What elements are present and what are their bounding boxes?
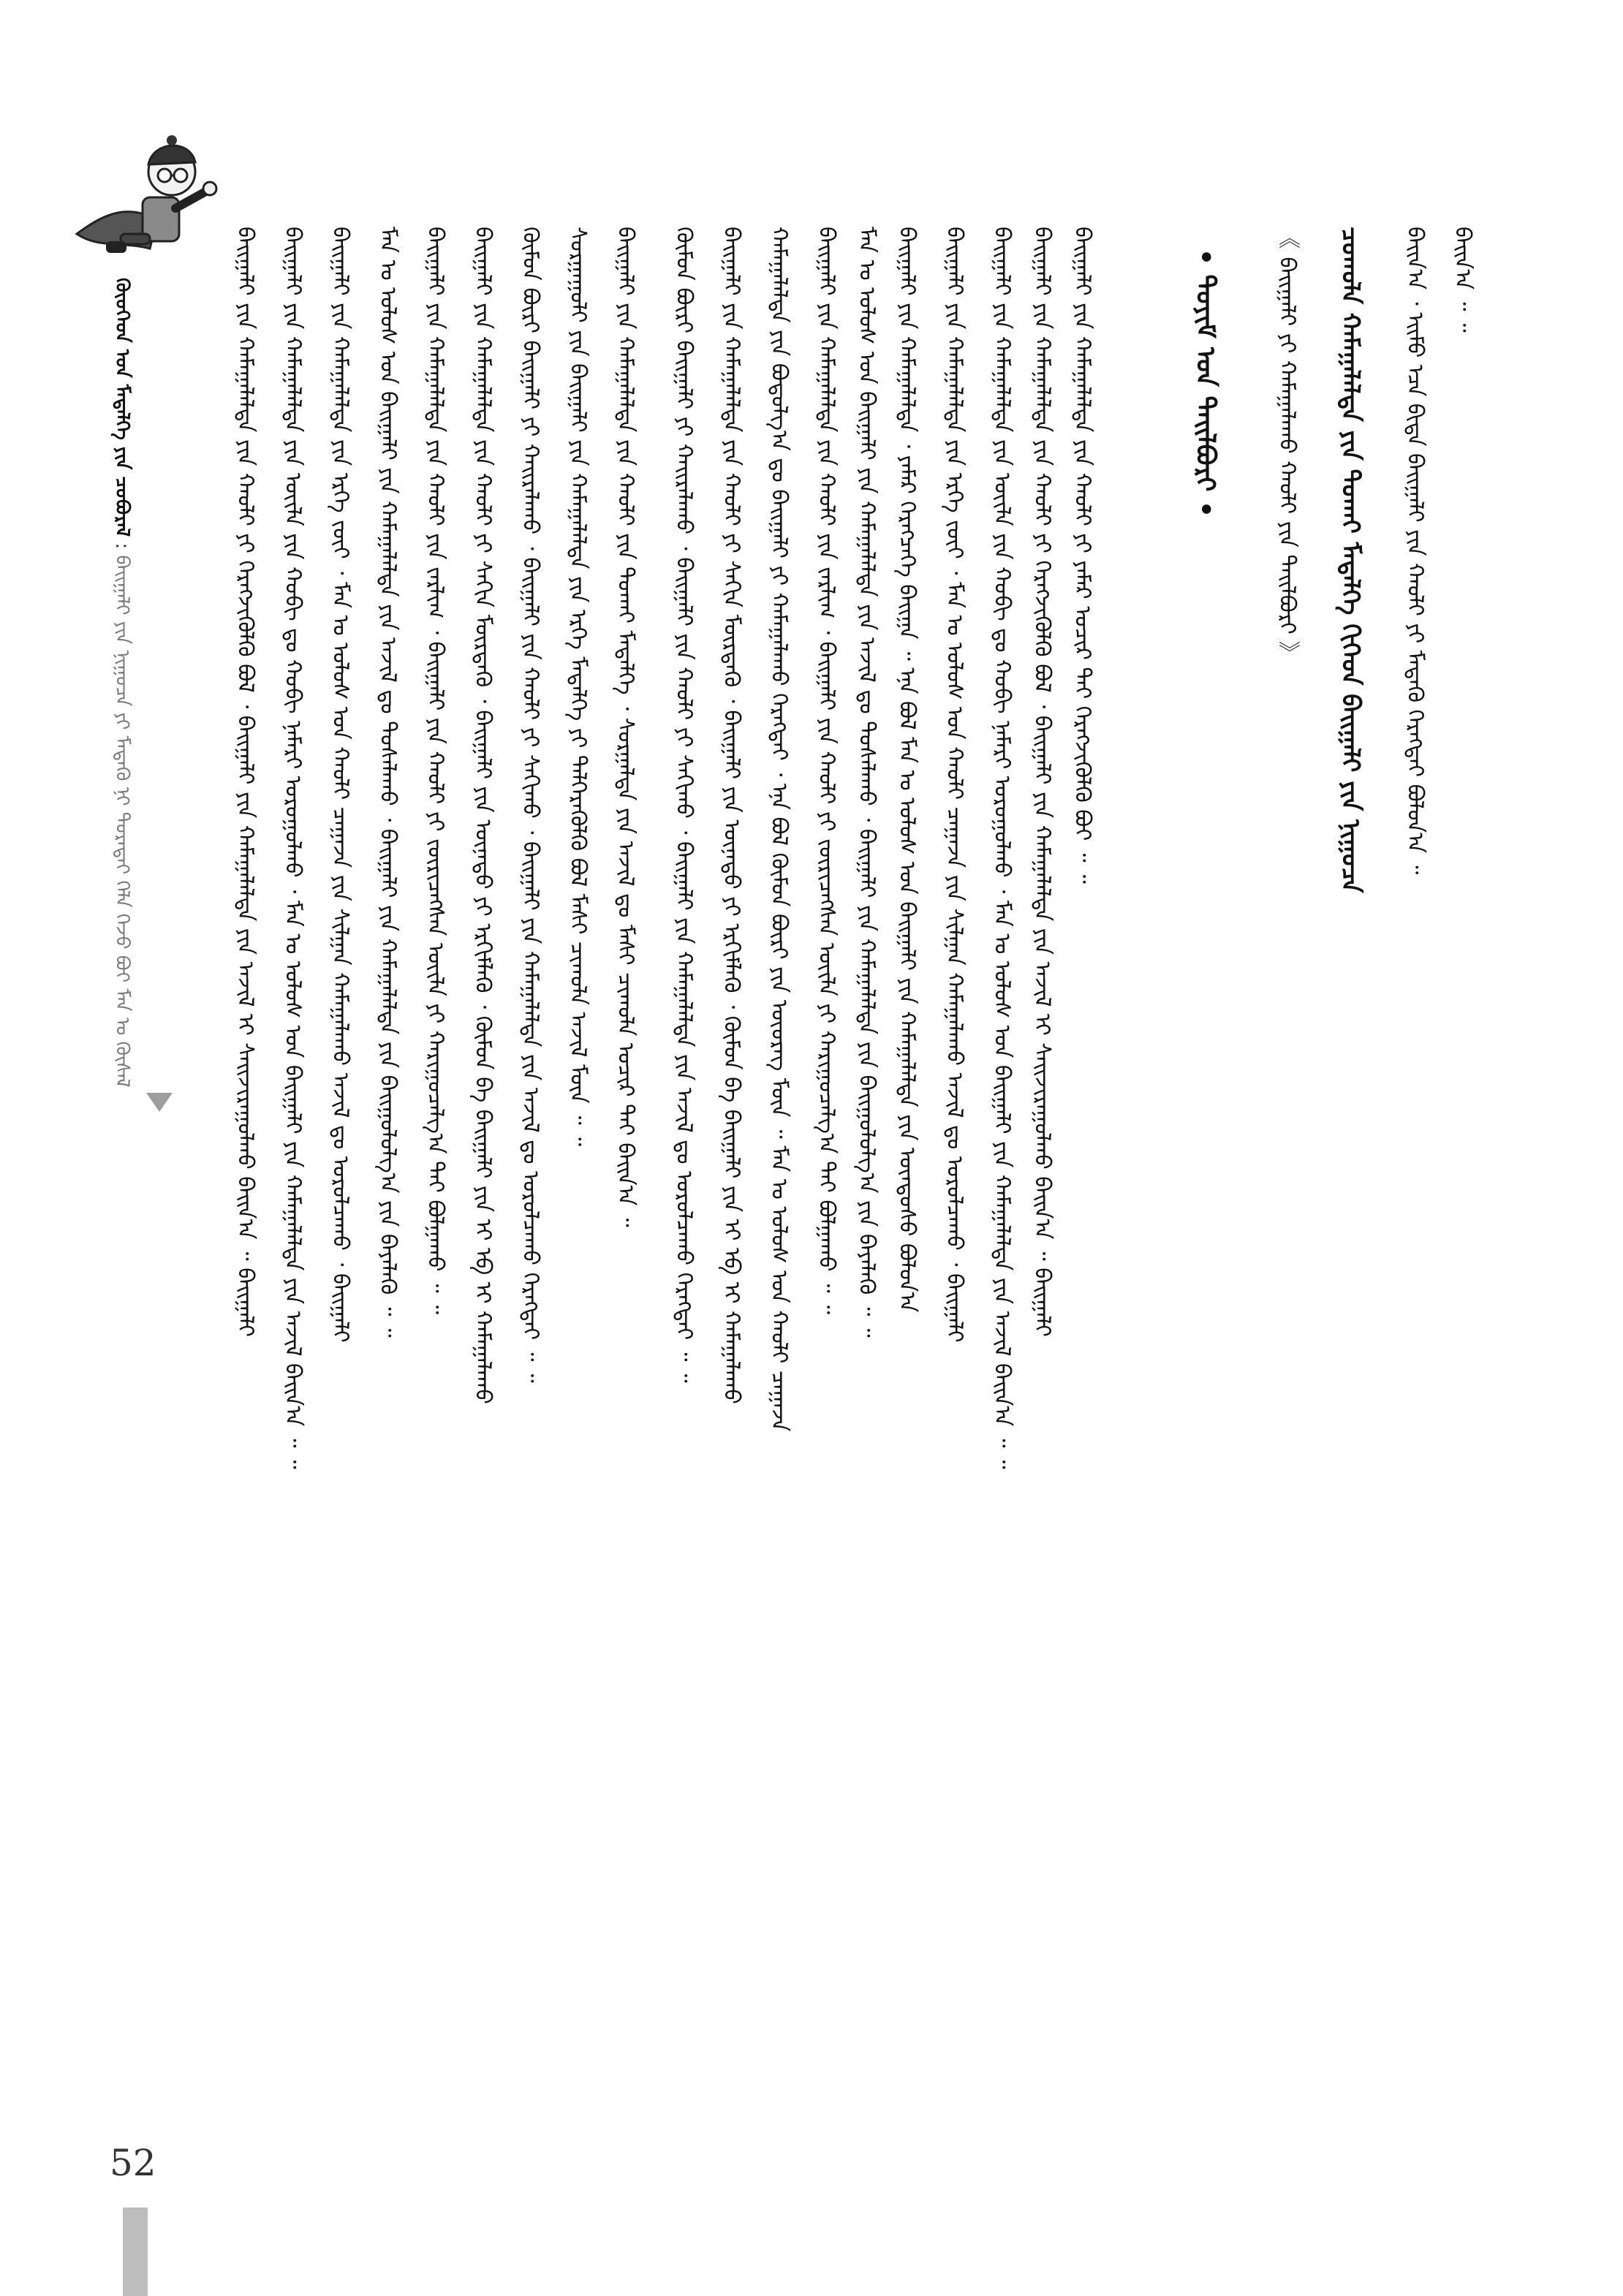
running-head-series: ᠬᠦᠦᠬᠡᠳ ᠤᠨ ᠮᠡᠳᠡᠯᠭᠡ ᠶᠢᠨ ᠴᠤᠪᠤᠷᠠᠯ <box>111 278 133 537</box>
section-heading: • ᠲᠤᠶᠢᠮ ᠤᠨ ᠲᠠᠢᠯᠪᠤᠷᠢ • <box>1190 249 1220 518</box>
body-column-3: ᠬᠠᠮᠠᠭᠠᠯᠠᠯᠲᠠ ᠶᠢᠨ ᠪᠤᠳᠤᠯᠭ᠎ᠠ ᠳᠤ ᠪᠠᠢᠭᠠᠯᠢ ᠶᠢ ᠬᠠᠮᠠᠭᠠᠯᠠᠬᠤ ᠬᠡᠷᠡᠭᠲᠡᠢ ᠂ ᠡᠨᠡ ᠪᠤᠯ ᠬᠦᠮᠦᠨ ᠪᠦᠷᠢ ᠶᠢᠨ ᠦᠦᠷᠡᠭ ᠮᠦᠨ ᠃ ᠮᠠᠨ ᠤ ᠤᠯᠤᠰ ᠤᠨ ᠬᠠᠤᠯᠢ ᠴᠠᠭᠠᠵᠠ <box>766 227 792 1432</box>
body-column-8: ᠪᠠᠢᠭᠠᠯᠢ ᠶᠢᠨ ᠬᠠᠮᠠᠭᠠᠯᠠᠯᠲᠠ ᠶᠢᠨ ᠬᠠᠤᠯᠢ ᠶᠢᠨ ᠵᠠᠷᠯᠢᠭ ᠂ ᠪᠠᠢᠭᠠᠯᠢ ᠶᠢᠨ ᠬᠠᠤᠯᠢ ᠶᠢ ᠵᠥᠷᠢᠴᠡᠭᠰᠡᠨ ᠦᠢᠯᠡ ᠶᠢ ᠬᠠᠷᠢᠭᠤᠴᠠᠯᠭ᠎ᠠ ᠲᠠᠢ ᠪᠤᠯᠭᠠᠬᠤ ᠃ ᠃ <box>423 227 448 1315</box>
triangle-marker-icon <box>146 1093 173 1112</box>
body-column-extra-f: ᠪᠠᠢᠭᠠᠯᠢ ᠶᠢᠨ ᠬᠠᠮᠠᠭᠠᠯᠠᠯᠲᠠ ᠶᠢᠨ ᠦᠢᠯᠡ ᠶᠢᠨ ᠬᠤᠪᠢ ᠳᠤ ᠬᠤᠪᠢ ᠨᠡᠮᠡᠷᠢ ᠣᠷᠤᠭᠤᠯᠬᠤ ᠂ ᠮᠠᠨ ᠤ ᠤᠯᠤᠰ ᠤᠨ ᠪᠠᠢᠭᠠᠯᠢ ᠶᠢᠨ ᠬᠠᠮᠠᠭᠠᠯᠠᠯᠲᠠ ᠶᠢᠨ ᠠᠵᠢᠯ ᠪᠠᠢᠨ᠎ᠠ ᠃ ᠃ <box>989 227 1015 1469</box>
running-head <box>111 278 133 1088</box>
body-column-11: ᠪᠠᠢᠭᠠᠯᠢ ᠶᠢᠨ ᠬᠠᠮᠠᠭᠠᠯᠠᠯᠲᠠ ᠶᠢᠨ ᠦᠢᠯᠡ ᠶᠢᠨ ᠬᠤᠪᠢ ᠳᠤ ᠬᠤᠪᠢ ᠨᠡᠮᠡᠷᠢ ᠣᠷᠤᠭᠤᠯᠬᠤ ᠂ ᠮᠠᠨ ᠤ ᠤᠯᠤᠰ ᠤᠨ ᠪᠠᠢᠭᠠᠯᠢ ᠶᠢᠨ ᠬᠠᠮᠠᠭᠠᠯᠠᠯᠲᠠ ᠶᠢᠨ ᠠᠵᠢᠯ ᠪᠠᠢᠨ᠎ᠠ ᠃ ᠃ <box>280 227 306 1469</box>
body-column-1: ᠪᠠᠢᠭᠠᠯᠢ ᠶᠢᠨ ᠬᠠᠮᠠᠭᠠᠯᠠᠯᠲᠠ ᠶᠢᠨ ᠬᠠᠤᠯᠢ ᠶᠢ ᠶᠠᠮᠠᠷ ᠤᠴᠢᠷ ᠲᠠᠢ ᠬᠡᠷᠡᠭᠵᠢᠭᠦᠯᠬᠦ ᠪᠤᠢ ᠃ ᠃ <box>1070 227 1095 884</box>
mascot-boy-illustration <box>62 132 223 278</box>
running-head-separator: : <box>111 537 133 556</box>
section-subheading: ᠴᠤᠬᠤᠯᠠ ᠬᠠᠮᠠᠭᠠᠯᠠᠯᠳᠠ ᠶᠢᠨ ᠲᠤᠬᠠᠢ ᠮᠡᠳᠡᠯᠭᠡ ᠬᠢᠬᠡᠳ ᠪᠠᠢᠭᠠᠯᠢ ᠶᠢᠨ ᠨᠢᠭᠤᠴᠠ <box>1336 227 1365 893</box>
body-column-9: ᠮᠠᠨ ᠤ ᠤᠯᠤᠰ ᠤᠨ ᠪᠠᠢᠭᠠᠯᠢ ᠶᠢᠨ ᠬᠠᠮᠠᠭᠠᠯᠠᠯᠲᠠ ᠶᠢᠨ ᠠᠵᠢᠯ ᠳᠤ ᠲᠤᠰᠠᠯᠠᠬᠤ ᠂ ᠪᠠᠢᠭᠠᠯᠢ ᠶᠢᠨ ᠬᠠᠮᠠᠭᠠᠯᠠᠯᠲᠠ ᠶᠢᠨ ᠪᠠᠢᠭᠤᠯᠤᠯᠭ᠎ᠠ ᠶᠢᠨ ᠪᠡᠶᠡᠯᠡᠬᠦ ᠃ ᠃ <box>375 227 401 1338</box>
body-column-extra-b: ᠪᠠᠢᠭᠠᠯᠢ ᠶᠢᠨ ᠬᠠᠮᠠᠭᠠᠯᠠᠯᠲᠠ ᠶᠢᠨ ᠬᠠᠤᠯᠢ ᠶᠢ ᠰᠠᠬᠢᠨ ᠮᠥᠷᠳᠡᠬᠦ ᠂ ᠪᠠᠢᠭᠠᠯᠢ ᠶᠢᠨ ᠦᠨᠡᠲᠦ ᠶᠢ ᠡᠷᠬᠢᠮᠯᠡᠬᠦ ᠂ ᠬᠦᠮᠦᠨ ᠪᠠ ᠪᠠᠢᠭᠠᠯᠢ ᠶᠢᠨ ᠡᠶ ᠡᠪ ᠢ ᠬᠠᠮᠠᠭᠠᠯᠠᠬᠤ <box>719 227 744 1404</box>
body-column-4: ᠪᠠᠢᠭᠠᠯᠢ ᠶᠢᠨ ᠬᠠᠮᠠᠭᠠᠯᠠᠯᠲᠠ ᠶᠢᠨ ᠬᠠᠤᠯᠢ ᠶᠢᠨ ᠲᠤᠬᠠᠢ ᠮᠡᠳᠡᠯᠭᠡ ᠂ ᠰᠤᠷᠭᠠᠯᠲᠠ ᠶᠢᠨ ᠠᠵᠢᠯ ᠳᠤ ᠮᠠᠰᠢ ᠴᠢᠬᠤᠯᠠ ᠤᠴᠢᠷ ᠲᠠᠢ ᠪᠠᠢᠨ᠎ᠠ ᠃ <box>613 227 638 1227</box>
body-column-7: ᠪᠠᠢᠭᠠᠯᠢ ᠶᠢᠨ ᠬᠠᠮᠠᠭᠠᠯᠠᠯᠲᠠ ᠶᠢᠨ ᠬᠠᠤᠯᠢ ᠶᠢ ᠰᠠᠬᠢᠨ ᠮᠥᠷᠳᠡᠬᠦ ᠂ ᠪᠠᠢᠭᠠᠯᠢ ᠶᠢᠨ ᠦᠨᠡᠲᠦ ᠶᠢ ᠡᠷᠬᠢᠮᠯᠡᠬᠦ ᠂ ᠬᠦᠮᠦᠨ ᠪᠠ ᠪᠠᠢᠭᠠᠯᠢ ᠶᠢᠨ ᠡᠶ ᠡᠪ ᠢ ᠬᠠᠮᠠᠭᠠᠯᠠᠬᠤ <box>470 227 496 1404</box>
body-column-5: ᠰᠤᠷᠭᠠᠭᠤᠯᠢ ᠶᠢᠨ ᠪᠠᠢᠭᠠᠯᠢ ᠶᠢᠨ ᠬᠠᠮᠠᠭᠠᠯᠠᠯᠲᠠ ᠶᠢᠨ ᠡᠷᠬᠡ ᠮᠡᠳᠡᠯᠭᠡ ᠶᠢ ᠳᠡᠯᠭᠡᠷᠡᠭᠦᠯᠬᠦ ᠪᠤᠯ ᠮᠠᠰᠢ ᠴᠢᠬᠤᠯᠠ ᠠᠵᠢᠯ ᠮᠦᠨ ᠃ ᠃ <box>565 227 591 1147</box>
page-edge-tab <box>123 2208 148 2296</box>
body-column-12: ᠪᠠᠢᠭᠠᠯᠢ ᠶᠢᠨ ᠬᠠᠮᠠᠭᠠᠯᠠᠯᠲᠠ ᠶᠢᠨ ᠬᠠᠤᠯᠢ ᠶᠢ ᠬᠡᠷᠡᠭᠵᠢᠭᠦᠯᠬᠦ ᠪᠤᠯ ᠂ ᠪᠠᠢᠭᠠᠯᠢ ᠶᠢᠨ ᠬᠠᠮᠠᠭᠠᠯᠠᠯᠲᠠ ᠶᠢᠨ ᠠᠵᠢᠯ ᠢ ᠰᠠᠢᠵᠢᠷᠠᠭᠤᠯᠬᠤ ᠪᠠᠢᠨ᠎ᠠ ᠃ ᠪᠠᠢᠭᠠᠯᠢ <box>232 227 258 1337</box>
body-column-extra-a: ᠬᠦᠮᠦᠨ ᠪᠦᠷᠢ ᠪᠠᠢᠭᠠᠯᠢ ᠶᠢ ᠬᠠᠢᠷᠠᠯᠠᠬᠤ ᠂ ᠪᠠᠢᠭᠠᠯᠢ ᠶᠢᠨ ᠬᠠᠤᠯᠢ ᠶᠢ ᠰᠠᠬᠢᠬᠤ ᠂ ᠪᠠᠢᠭᠠᠯᠢ ᠶᠢᠨ ᠬᠠᠮᠠᠭᠠᠯᠠᠯᠲᠠ ᠶᠢᠨ ᠠᠵᠢᠯ ᠳᠤ ᠣᠷᠤᠯᠴᠠᠬᠤ ᠬᠡᠷᠡᠭᠲᠡᠢ ᠃ ᠃ <box>671 227 697 1383</box>
body-column-extra-g: ᠪᠠᠢᠭᠠᠯᠢ ᠶᠢᠨ ᠬᠠᠮᠠᠭᠠᠯᠠᠯᠲᠠ ᠶᠢᠨ ᠬᠠᠤᠯᠢ ᠶᠢ ᠬᠡᠷᠡᠭᠵᠢᠭᠦᠯᠬᠦ ᠪᠤᠯ ᠂ ᠪᠠᠢᠭᠠᠯᠢ ᠶᠢᠨ ᠬᠠᠮᠠᠭᠠᠯᠠᠯᠲᠠ ᠶᠢᠨ ᠠᠵᠢᠯ ᠢ ᠰᠠᠢᠵᠢᠷᠠᠭᠤᠯᠬᠤ ᠪᠠᠢᠨ᠎ᠠ ᠃ ᠪᠠᠢᠭᠠᠯᠢ <box>1029 227 1055 1337</box>
body-column-extra-e: ᠪᠠᠢᠭᠠᠯᠢ ᠶᠢᠨ ᠬᠠᠮᠠᠭᠠᠯᠠᠯᠲᠠ ᠶᠢᠨ ᠡᠷᠬᠡ ᠵᠦᠢ ᠂ ᠮᠠᠨ ᠤ ᠤᠯᠤᠰ ᠤᠨ ᠬᠠᠤᠯᠢ ᠴᠠᠭᠠᠵᠠ ᠶᠢᠨ ᠰᠢᠯᠭᠠᠨ ᠬᠠᠮᠠᠭᠠᠯᠠᠬᠤ ᠠᠵᠢᠯ ᠳᠤ ᠣᠷᠤᠯᠴᠠᠬᠤ ᠂ ᠪᠠᠢᠭᠠᠯᠢ <box>942 227 967 1343</box>
body-column-extra-c: ᠪᠠᠢᠭᠠᠯᠢ ᠶᠢᠨ ᠬᠠᠮᠠᠭᠠᠯᠠᠯᠲᠠ ᠶᠢᠨ ᠬᠠᠤᠯᠢ ᠶᠢᠨ ᠵᠠᠷᠯᠢᠭ ᠂ ᠪᠠᠢᠭᠠᠯᠢ ᠶᠢᠨ ᠬᠠᠤᠯᠢ ᠶᠢ ᠵᠥᠷᠢᠴᠡᠭᠰᠡᠨ ᠦᠢᠯᠡ ᠶᠢ ᠬᠠᠷᠢᠭᠤᠴᠠᠯᠭ᠎ᠠ ᠲᠠᠢ ᠪᠤᠯᠭᠠᠬᠤ ᠃ ᠃ <box>814 227 839 1315</box>
body-column-6: ᠬᠦᠮᠦᠨ ᠪᠦᠷᠢ ᠪᠠᠢᠭᠠᠯᠢ ᠶᠢ ᠬᠠᠢᠷᠠᠯᠠᠬᠤ ᠂ ᠪᠠᠢᠭᠠᠯᠢ ᠶᠢᠨ ᠬᠠᠤᠯᠢ ᠶᠢ ᠰᠠᠬᠢᠬᠤ ᠂ ᠪᠠᠢᠭᠠᠯᠢ ᠶᠢᠨ ᠬᠠᠮᠠᠭᠠᠯᠠᠯᠲᠠ ᠶᠢᠨ ᠠᠵᠢᠯ ᠳᠤ ᠣᠷᠤᠯᠴᠠᠬᠤ ᠬᠡᠷᠡᠭᠲᠡᠢ ᠃ ᠃ <box>518 227 543 1383</box>
body-column-2: ᠪᠠᠢᠭᠠᠯᠢ ᠶᠢᠨ ᠬᠠᠮᠠᠭᠠᠯᠠᠯᠲᠠ ᠂ ᠶᠠᠮᠠᠷ ᠬᠡᠷᠡᠭᠴᠡᠭᠡ ᠪᠠᠢᠭᠠ ᠃ ᠡᠨᠡ ᠪᠤᠯ ᠮᠠᠨ ᠤ ᠤᠯᠤᠰ ᠤᠨ ᠪᠠᠢᠭᠠᠯᠢ ᠶᠢᠨ ᠬᠠᠮᠠᠭᠠᠯᠠᠯᠲᠠ ᠶᠢᠨ ᠦᠨᠳᠦᠰᠦ ᠪᠤᠯᠤᠨ᠎ᠠ <box>894 227 920 1313</box>
page-number: 52 <box>110 2142 156 2184</box>
citation: 《 ᠪᠠᠢᠭᠠᠯᠢ ᠶᠢ ᠬᠠᠮᠠᠭᠠᠯᠠᠬᠤ ᠬᠠᠤᠯᠢ ᠶᠢᠨ ᠲᠠᠢᠯᠪᠤᠷᠢ 》 <box>1274 227 1300 664</box>
body-column-10: ᠪᠠᠢᠭᠠᠯᠢ ᠶᠢᠨ ᠬᠠᠮᠠᠭᠠᠯᠠᠯᠲᠠ ᠶᠢᠨ ᠡᠷᠬᠡ ᠵᠦᠢ ᠂ ᠮᠠᠨ ᠤ ᠤᠯᠤᠰ ᠤᠨ ᠬᠠᠤᠯᠢ ᠴᠠᠭᠠᠵᠠ ᠶᠢᠨ ᠰᠢᠯᠭᠠᠨ ᠬᠠᠮᠠᠭᠠᠯᠠᠬᠤ ᠠᠵᠢᠯ ᠳᠤ ᠣᠷᠤᠯᠴᠠᠬᠤ ᠂ ᠪᠠᠢᠭᠠᠯᠢ <box>328 227 353 1343</box>
lead-paragraph-line-1: ᠪᠠᠢᠨ᠎ᠠ ᠂ ᠡᠢᠮᠦ ᠡᠴᠡ ᠪᠢᠳᠡ ᠪᠠᠢᠭᠠᠯᠢ ᠶᠢᠨ ᠬᠠᠤᠯᠢ ᠶᠢ ᠮᠡᠳᠡᠬᠦ ᠬᠡᠷᠡᠭᠲᠡᠢ ᠪᠤᠯᠤᠨ᠎ᠠ ᠃ <box>1402 227 1428 875</box>
lead-paragraph-line-2: ᠪᠠᠢᠨ᠎ᠠ ᠃ ᠃ <box>1450 227 1475 333</box>
body-column-extra-d: ᠮᠠᠨ ᠤ ᠤᠯᠤᠰ ᠤᠨ ᠪᠠᠢᠭᠠᠯᠢ ᠶᠢᠨ ᠬᠠᠮᠠᠭᠠᠯᠠᠯᠲᠠ ᠶᠢᠨ ᠠᠵᠢᠯ ᠳᠤ ᠲᠤᠰᠠᠯᠠᠬᠤ ᠂ ᠪᠠᠢᠭᠠᠯᠢ ᠶᠢᠨ ᠬᠠᠮᠠᠭᠠᠯᠠᠯᠲᠠ ᠶᠢᠨ ᠪᠠᠢᠭᠤᠯᠤᠯᠭ᠎ᠠ ᠶᠢᠨ ᠪᠡᠶᠡᠯᠡᠬᠦ ᠃ ᠃ <box>854 227 879 1338</box>
running-head-title: ᠪᠠᠢᠭᠠᠯᠢ ᠶᠢᠨ ᠨᠢᠭᠤᠴᠠ ᠶᠢ ᠮᠡᠳᠡᠬᠦ ᠨᠢ ᠳᠤᠷᠠᠳᠠᠢ ᠭᠡᠯᠡ ᠭᠡᠵᠦ ᠪᠤᠢ ᠮᠠᠨ ᠤ ᠬᠦᠰᠡᠯ <box>111 555 133 1088</box>
